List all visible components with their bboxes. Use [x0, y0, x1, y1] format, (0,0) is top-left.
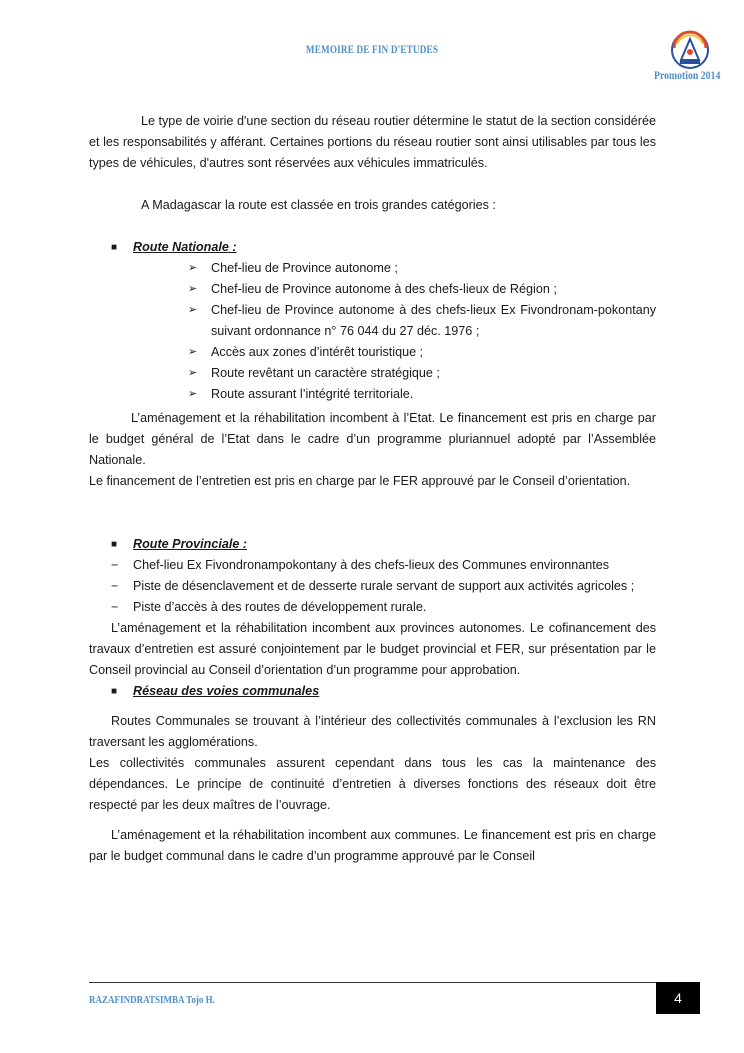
route-nationale-list: [89, 258, 656, 405]
square-bullet-icon: ■: [111, 686, 118, 697]
arrow-bullet-icon: ➢: [188, 346, 198, 358]
list-item: − Piste de désenclavement et de desserte rurale servant de support aux activités agricoles ;: [133, 576, 656, 597]
list-item: − Piste d’accès à des routes de développement rurale.: [133, 597, 656, 618]
arrow-bullet-icon: ➢: [188, 367, 198, 379]
route-provinciale-paragraph: L’aménagement et la réhabilitation incombent aux provinces autonomes. Le cofinancement des travaux d’entretien est assuré conjointement par le budget provincial et FER, sur présentation par le Conseil provincial au Conseil d’orientation d’un programme pour approbation.: [89, 621, 656, 677]
list-item: ➢ Chef-lieu de Province autonome à des chefs-lieux de Région ;: [211, 279, 656, 300]
list-item: ➢ Route revêtant un caractère stratégique ;: [211, 363, 656, 384]
voies-communales-paragraph-2: Les collectivités communales assurent cependant dans tous les cas la maintenance des dépendances. Le principe de continuité d’entretien à diverses fonctions des réseaux doit être respecté par les deux maîtres de l’ouvrage.: [89, 756, 656, 812]
route-nationale-title: Route Nationale :: [133, 240, 237, 254]
arrow-bullet-icon: ➢: [188, 262, 198, 274]
voies-communales-paragraph-1: Routes Communales se trouvant à l’intérieur des collectivités communales à l’exclusion les RN traversant les agglomérations.: [89, 714, 656, 749]
intro-paragraph: Le type de voirie d'une section du réseau routier détermine le statut de la section considérée et les responsabilités y afférant. Certaines portions du réseau routier sont ainsi utilisables par tous les types de véhicules, d'autres sont réservées aux véhicules immatriculés.: [89, 114, 656, 170]
route-nationale-heading: [89, 237, 656, 258]
square-bullet-icon: ■: [111, 242, 118, 253]
list-item: ➢ Route assurant l’intégrité territoriale.: [211, 384, 656, 405]
route-nationale-paragraph-2: Le financement de l’entretien est pris en charge par le FER approuvé par le Conseil d’orientation.: [89, 474, 631, 488]
route-provinciale-heading: [89, 534, 656, 555]
list-item: ➢ Accès aux zones d’intérêt touristique ;: [211, 342, 656, 363]
list-item: ➢ Chef-lieu de Province autonome à des chefs-lieux Ex Fivondronam-pokontany suivant ordonnance n° 76 044 du 27 déc. 1976 ;: [211, 300, 656, 342]
voies-communales-paragraph-3: L’aménagement et la réhabilitation incombent aux communes. Le financement est pris en charge par le budget communal dans le cadre d’un programme approuvé par le Conseil: [89, 828, 656, 863]
school-emblem-logo: [670, 30, 710, 70]
voies-communales-title: Réseau des voies communales: [133, 684, 320, 698]
page-header-title: MEMOIRE DE FIN D'ETUDES: [305, 44, 439, 56]
arrow-bullet-icon: ➢: [188, 388, 198, 400]
dash-bullet-icon: −: [111, 579, 119, 593]
list-item: − Chef-lieu Ex Fivondronampokontany à des chefs-lieux des Communes environnantes: [133, 555, 656, 576]
route-provinciale-list: [89, 555, 656, 618]
arrow-bullet-icon: ➢: [188, 283, 198, 295]
page-number: 4: [656, 982, 700, 1014]
arrow-bullet-icon: ➢: [188, 304, 198, 316]
route-provinciale-title: Route Provinciale :: [133, 537, 248, 551]
square-bullet-icon: ■: [111, 539, 118, 550]
footer-divider: [89, 982, 656, 983]
promotion-label: Promotion 2014: [654, 70, 721, 82]
route-nationale-paragraph-1: L’aménagement et la réhabilitation incombent à l’Etat. Le financement est pris en charge par le budget général de l’Etat dans le cadre d’un programme pluriannuel adopté par l’Assemblée Nationale.: [89, 411, 656, 467]
footer-author: RAZAFINDRATSIMBA Tojo H.: [89, 994, 215, 1006]
dash-bullet-icon: −: [111, 558, 119, 572]
page-body: [89, 111, 656, 867]
voies-communales-heading: [89, 681, 656, 702]
categories-paragraph: A Madagascar la route est classée en trois grandes catégories :: [141, 198, 496, 212]
list-item: ➢ Chef-lieu de Province autonome ;: [211, 258, 656, 279]
dash-bullet-icon: −: [111, 600, 119, 614]
